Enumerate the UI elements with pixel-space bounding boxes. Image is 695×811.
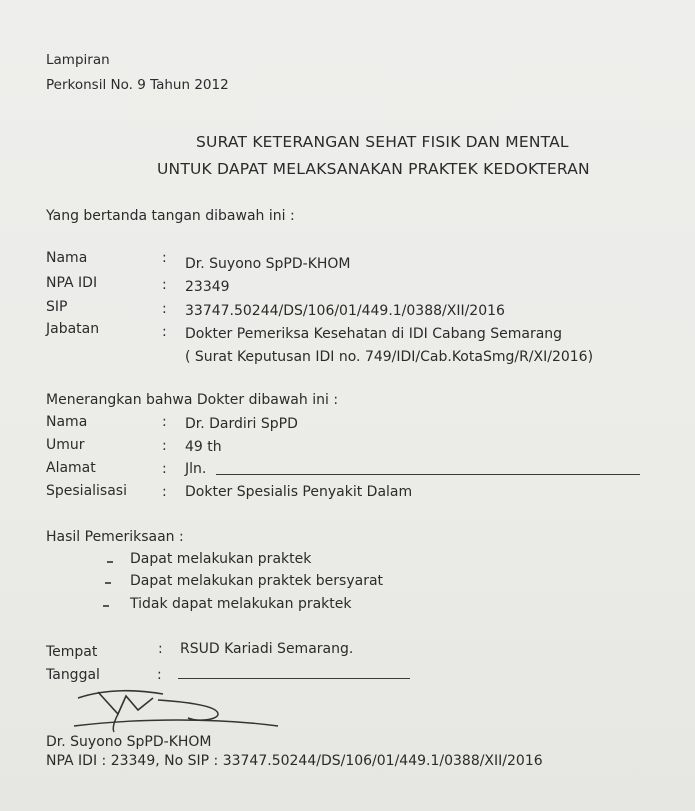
colon: : [162, 301, 167, 317]
signer-npa-label: NPA IDI [46, 275, 98, 291]
intro-text: Yang bertanda tangan dibawah ini : [46, 208, 295, 224]
signer-nama-label: Nama [46, 250, 88, 266]
bullet-dash [105, 582, 111, 584]
bullet-dash [103, 605, 109, 607]
tempat-label: Tempat [46, 644, 98, 660]
colon: : [162, 414, 167, 430]
subject-spesialisasi-value: Dokter Spesialis Penyakit Dalam [185, 484, 413, 500]
bullet-dash [107, 561, 113, 563]
footer-ids: NPA IDI : 23349, No SIP : 33747.50244/DS/106/01/449.1/0388/XII/2016 [46, 753, 543, 769]
result-option-3: Tidak dapat melakukan praktek [130, 596, 352, 612]
signer-sip-label: SIP [46, 299, 68, 315]
result-option-2: Dapat melakukan praktek bersyarat [130, 573, 384, 589]
colon: : [162, 250, 167, 266]
alamat-blank-line [216, 474, 640, 475]
tanggal-blank-line [178, 678, 410, 679]
subject-alamat-value: Jln. [185, 461, 207, 477]
subject-nama-value: Dr. Dardiri SpPD [185, 416, 298, 432]
colon: : [158, 641, 163, 657]
subject-spesialisasi-label: Spesialisasi [46, 483, 127, 499]
colon: : [162, 484, 167, 500]
colon: : [157, 667, 162, 683]
signer-nama-value: Dr. Suyono SpPD-KHOM [185, 256, 351, 272]
results-heading: Hasil Pemeriksaan : [46, 529, 184, 545]
result-option-1: Dapat melakukan praktek [130, 551, 312, 567]
signer-npa-value: 23349 [185, 279, 230, 295]
title-line-1: SURAT KETERANGAN SEHAT FISIK DAN MENTAL [196, 133, 569, 151]
subject-alamat-label: Alamat [46, 460, 96, 476]
colon: : [162, 438, 167, 454]
tanggal-label: Tanggal [46, 667, 100, 683]
subject-umur-label: Umur [46, 437, 85, 453]
subject-umur-value: 49 th [185, 439, 222, 455]
lampiran-label: Lampiran [46, 52, 110, 68]
colon: : [162, 324, 167, 340]
perkonsil-label: Perkonsil No. 9 Tahun 2012 [46, 77, 229, 93]
signer-jabatan-value: Dokter Pemeriksa Kesehatan di IDI Cabang Semarang [185, 326, 563, 342]
colon: : [162, 277, 167, 293]
footer-name: Dr. Suyono SpPD-KHOM [46, 734, 212, 750]
signature-image [68, 680, 288, 740]
subject-nama-label: Nama [46, 414, 88, 430]
subject-intro: Menerangkan bahwa Dokter dibawah ini : [46, 392, 339, 408]
signer-jabatan-note: ( Surat Keputusan IDI no. 749/IDI/Cab.KotaSmg/R/XI/2016) [185, 349, 594, 365]
tempat-value: RSUD Kariadi Semarang. [180, 641, 354, 657]
colon: : [162, 461, 167, 477]
signer-sip-value: 33747.50244/DS/106/01/449.1/0388/XII/2016 [185, 303, 505, 319]
title-line-2: UNTUK DAPAT MELAKSANAKAN PRAKTEK KEDOKTERAN [157, 160, 590, 178]
signer-jabatan-label: Jabatan [46, 321, 100, 337]
